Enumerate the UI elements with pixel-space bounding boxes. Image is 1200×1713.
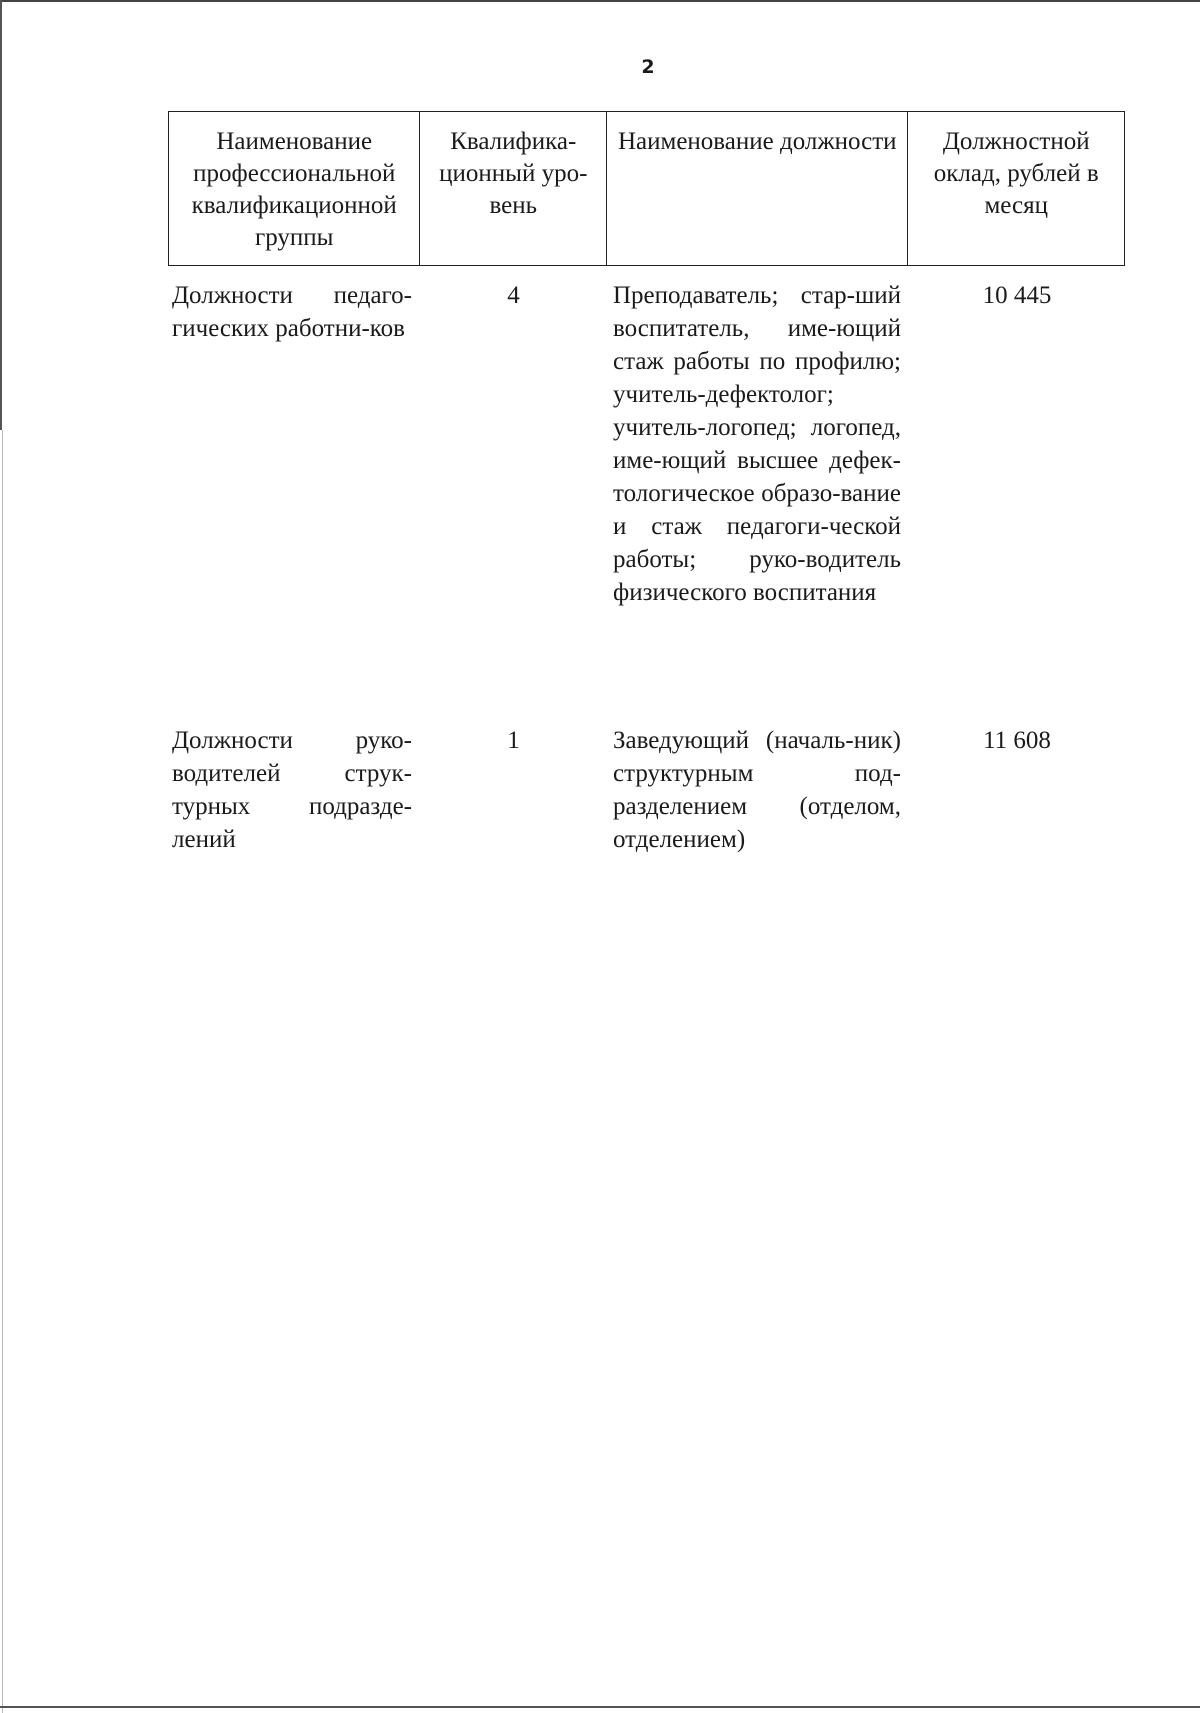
scan-edge-left-faint	[2, 430, 3, 1713]
page-number-text: 2	[641, 56, 655, 78]
cell-position: Преподаватель; стар-ший воспитатель, име-ющий стаж работы по профилю; учитель-дефектолог; учитель-логопед; логопед, име-ющий высшее дефек-тологическое образо-вание и стаж педагоги-ческой работы; руко-водитель физического воспитания	[613, 282, 901, 606]
table-header	[168, 111, 1125, 266]
cell-group: Должности педаго-гических работни-ков	[172, 282, 412, 342]
cell-salary: 10 445	[982, 282, 1052, 309]
page-number	[0, 56, 1200, 78]
header-salary: Должностной оклад, рублей в месяц	[933, 128, 1099, 219]
header-position-name: Наименование должности	[607, 112, 908, 265]
cell-level: 1	[507, 727, 520, 754]
table-row	[168, 724, 1125, 856]
scan-edge-bottom	[0, 1706, 1200, 1708]
scan-edge-top	[0, 0, 1200, 2]
cell-group: Должности руко-водителей струк-турных подразде-лений	[172, 727, 412, 853]
cell-position: Заведующий (началь-ник) структурным под-разделением (отделом, отделением)	[613, 727, 901, 853]
cell-salary: 11 608	[983, 727, 1051, 754]
table-row	[168, 279, 1125, 609]
cell-level: 4	[507, 282, 520, 309]
header-group-name: Наименование профессиональной квалификационной группы	[169, 112, 420, 265]
header-qualification-level: Квалифика-ционный уро-вень	[420, 112, 607, 265]
